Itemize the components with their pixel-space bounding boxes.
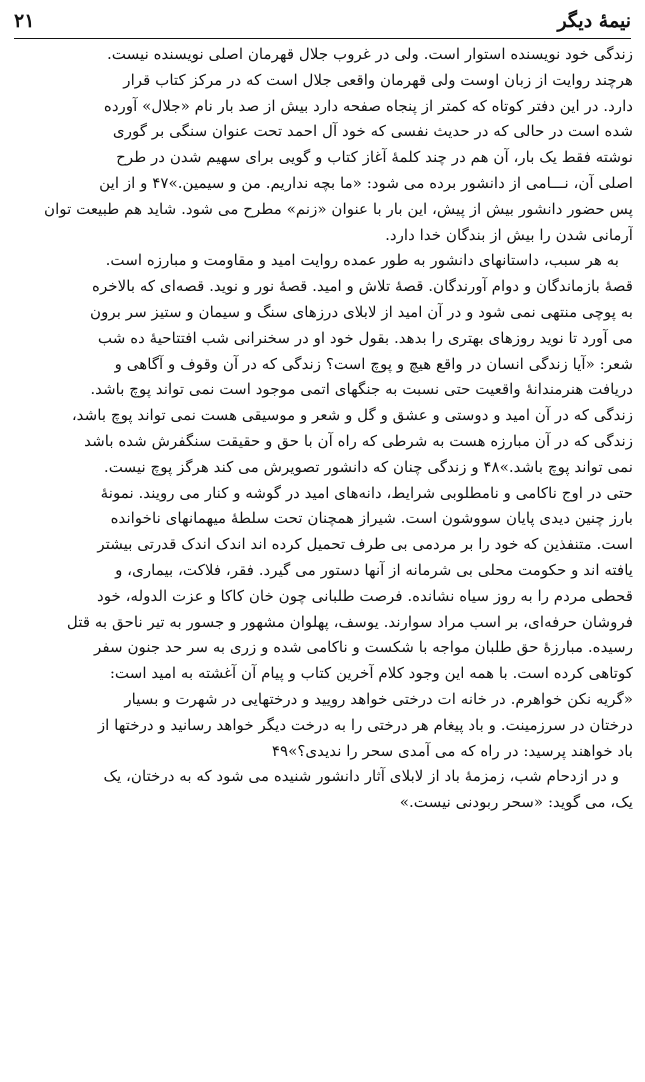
text-line: کوتاهی کرده است. با همه این وجود کلام آخرین کتاب و پیام آن آغشته به امید است:	[109, 664, 633, 683]
text-line: حتی در اوج ناکامی و نامطلوبی شرایط، دانه‌های امید در گوشه و کنار می رویند. نمونهٔ	[100, 483, 633, 502]
text-line: و در ازدحام شب، زمزمهٔ باد از لابلای آثار دانشور شنیده می شود که به درختان، یک	[103, 767, 619, 786]
text-line: زندگی که در آن امید و دوستی و عشق و گل و شعر و موسیقی هست نمی تواند پوچ باشد،	[71, 406, 633, 425]
text-line: شعر: «آیا زندگی انسان در واقع هیچ و پوچ است؟ زندگی که در آن وقوف و آگاهی و	[114, 354, 633, 373]
text-line: باد خواهند پرسید: در راه که می آمدی سحر را ندیدی؟»۴۹	[271, 741, 633, 760]
running-title: نیمهٔ دیگر	[557, 10, 631, 32]
text-line: بارز چنین دیدی پایان سووشون است. شیراز همچنان تحت سلطهٔ میهمانهای ناخوانده	[110, 509, 633, 528]
text-line: رسیده. مبارزهٔ حق طلبان مواجه با شکست و ناکامی شده و زری به سر حد جنون سفر	[94, 638, 633, 657]
text-line: اصلی آن، نـــامی از دانشور برده می شود: «ما بچه نداریم. من و سیمین.»۴۷ و از این	[99, 173, 633, 192]
text-line: به هر سبب، داستانهای دانشور به طور عمده روایت امید و مقاومت و مبارزه است.	[105, 251, 619, 270]
text-line: آرمانی شدن را بیش از بندگان خدا دارد.	[385, 225, 633, 244]
text-line: درختان در سرزمینت. و باد پیغام هر درختی را به درخت دیگر خواهد رسانید و درختها از	[97, 715, 633, 734]
text-line: هرچند روایت از زبان اوست ولی قهرمان واقعی جلال است که در مرکز کتاب قرار	[123, 70, 633, 89]
body-text	[10, 42, 633, 1074]
text-line: یافته اند و حکومت محلی بی شرمانه از آنها دستور می گیرد. فقر، فلاکت، بیماری، و	[115, 560, 633, 579]
text-line: قصهٔ بازماندگان و دوام آورندگان. قصهٔ تلاش و امید. قصهٔ نور و نوید. قصه‌ای که بالاخره	[92, 277, 633, 296]
text-line: زندگی که در آن مبارزه هست به شرطی که راه آن با حق و حقیقت سنگفرش شده باشد	[84, 431, 633, 450]
text-line: پس حضور دانشور بیش از پیش، این بار با عنوان «زنم» مطرح می شود. شاید هم طبیعت توان	[44, 199, 633, 218]
text-line: دریافت هنرمندانهٔ واقعیت حتی نسبت به جنگهای اتمی موجود است نمی تواند پوچ باشد.	[90, 380, 633, 399]
text-line: قحطی مردم را به روز سیاه نشانده. فرصت طلبانی چون خان کاکا و عزت الدوله، خود	[97, 586, 633, 605]
text-line: فروشان حرفه‌ای، بر اسب مراد سوارند. یوسف، پهلوان مشهور و جسور به تیر ناحق به قتل	[66, 612, 633, 631]
text-line: است. متنفذین که خود را بر مردمی بی طرف تحمیل کرده اند اندک اندک قدرتی بیشتر	[97, 535, 633, 554]
text-line: می آورد تا نوید روزهای بهتری را بدهد. بقول خود او در سخنرانی شب افتتاحیهٔ ده شب	[97, 328, 633, 347]
text-line: نمی تواند پوچ باشد.»۴۸ و زندگی چنان که دانشور تصویرش می کند هرگز پوچ نیست.	[103, 457, 633, 476]
text-line: شده است در حالی که در حدیث نفسی که خود آل احمد تحت عنوان سنگی بر گوری	[112, 122, 633, 141]
page-number: ۲۱	[14, 10, 35, 32]
text-line: زندگی خود نویسنده استوار است. ولی در غروب جلال قهرمان اصلی نویسنده نیست.	[106, 45, 633, 63]
text-line: دارد. در این دفتر کوتاه که کمتر از پنجاه صفحه دارد بیش از صد بار نام «جلال» آورده	[103, 96, 633, 115]
text-line: یک، می گوید: «سحر ربودنی نیست.»	[399, 793, 633, 812]
running-header	[14, 4, 631, 39]
text-line: به پوچی منتهی نمی شود و در آن امید از لابلای درزهای سنگ و سیمان و ستیز سر برون	[90, 302, 633, 321]
text-line: «گریه نکن خواهرم. در خانه ات درختی خواهد رویید و درختهایی در شهرت و بسیار	[124, 689, 633, 708]
text-line: نوشته فقط یک بار، آن هم در چند کلمهٔ آغاز کتاب و گویی برای سهیم شدن در طرح	[116, 148, 633, 167]
